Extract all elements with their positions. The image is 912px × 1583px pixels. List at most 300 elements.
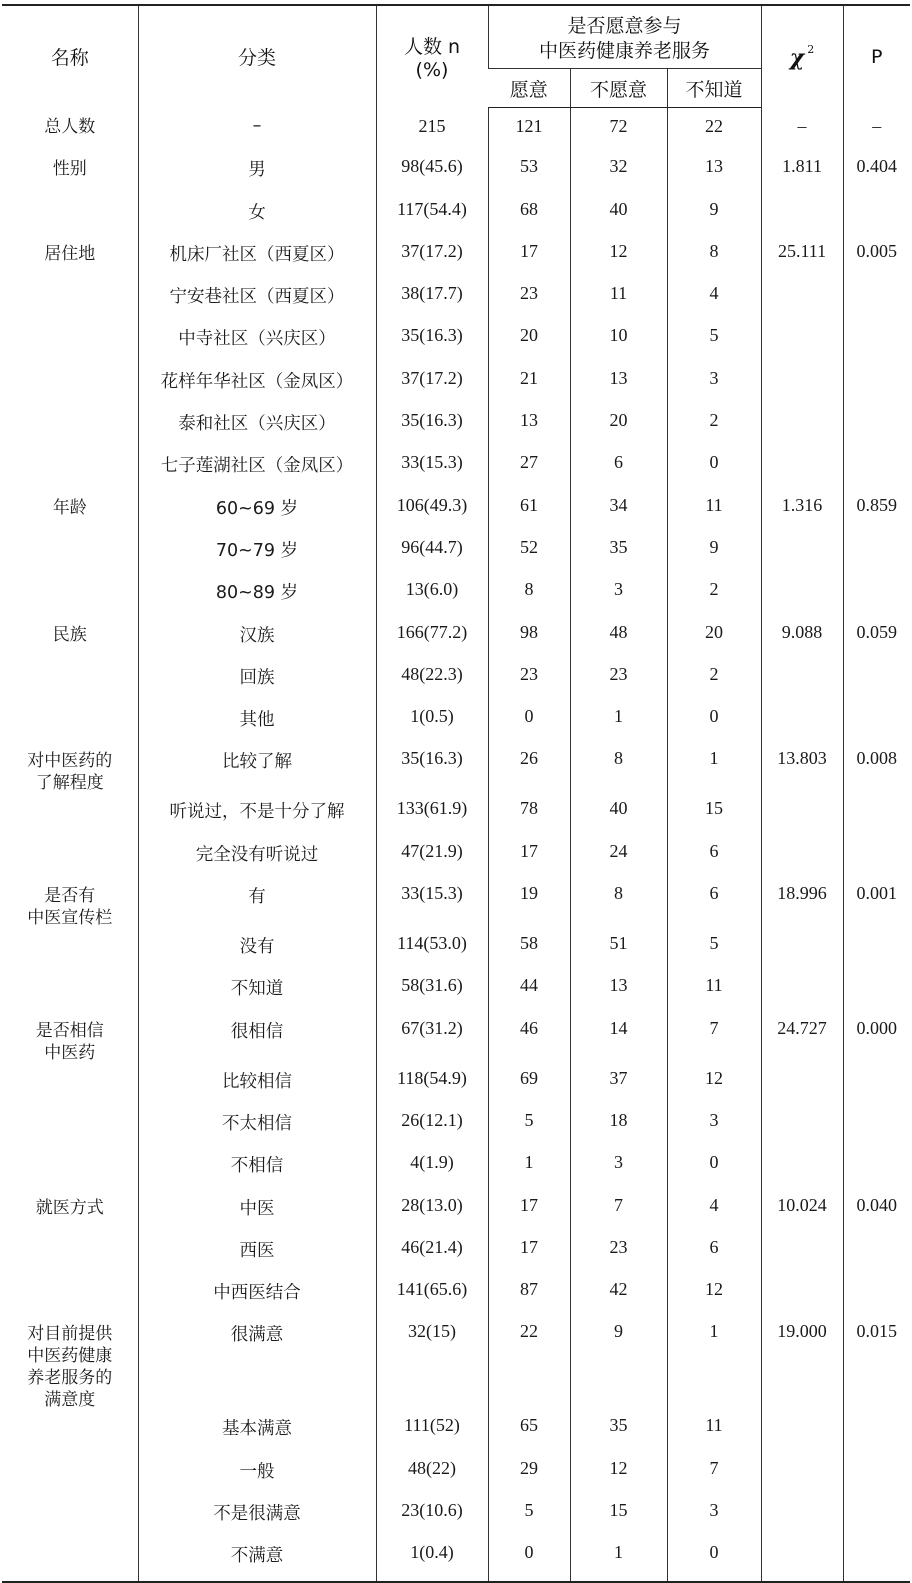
willing-dont-know-cell: 0 [667,702,761,744]
p-value-cell [843,794,910,836]
name-cell-line: 性别 [52,159,87,180]
table-row [2,195,910,237]
category-cell: 不知道 [138,971,376,1013]
name-cell [2,1411,138,1453]
willing-no-cell: 6 [570,448,667,490]
table-row [2,1233,910,1275]
category-cell: 没有 [138,929,376,971]
willing-dont-know-cell: 6 [667,879,761,929]
willing-yes-cell: 69 [488,1064,570,1106]
name-cell [2,971,138,1013]
name-cell [2,152,138,194]
willing-dont-know-cell: 2 [667,575,761,617]
p-value-cell [843,533,910,575]
chi-square-cell [761,1233,843,1275]
table-row [2,929,910,971]
name-cell [2,491,138,533]
willing-yes-cell: 53 [488,152,570,194]
category-cell: 很相信 [138,1014,376,1064]
category-cell: 不相信 [138,1148,376,1190]
willing-dont-know-cell: 20 [667,618,761,660]
p-value-cell: 0.040 [843,1191,910,1233]
count-cell: 48(22) [376,1454,488,1496]
count-cell: 96(44.7) [376,533,488,575]
p-value-cell [843,837,910,879]
name-cell-line: 就医方式 [35,1197,104,1218]
p-value-cell [843,364,910,406]
table-row [2,702,910,744]
name-cell-line: 对目前提供 [27,1324,113,1345]
willing-yes-cell: 61 [488,491,570,533]
willing-yes-cell: 17 [488,837,570,879]
willing-no-cell: 11 [570,279,667,321]
category-cell: 中西医结合 [138,1275,376,1317]
table-row [2,491,910,533]
chi-square-cell: 10.024 [761,1191,843,1233]
header-willing-no: 不愿意 [570,69,667,108]
p-value-cell [843,406,910,448]
p-value-cell: 0.005 [843,237,910,279]
chi-square-cell [761,1106,843,1148]
category-cell: 不满意 [138,1538,376,1581]
count-cell: 38(17.7) [376,279,488,321]
willing-dont-know-cell: 7 [667,1014,761,1064]
willing-no-cell: 12 [570,1454,667,1496]
category-cell: 一般 [138,1454,376,1496]
chi-square-cell: 1.811 [761,152,843,194]
willing-dont-know-cell: 11 [667,491,761,533]
chi-square-cell [761,1496,843,1538]
chi-square-cell [761,1148,843,1190]
willing-dont-know-cell: 15 [667,794,761,836]
table-row [2,321,910,363]
p-value-cell [843,660,910,702]
p-value-cell [843,279,910,321]
table-row [2,152,910,194]
willing-no-cell: 1 [570,702,667,744]
name-cell-line: 中医宣传栏 [27,908,113,929]
name-cell [2,660,138,702]
category-cell: 80~89 岁 [138,575,376,617]
chi-symbol: χ [789,44,805,71]
willing-no-cell: 72 [570,108,667,153]
table-row [2,1148,910,1190]
willing-dont-know-cell: 9 [667,533,761,575]
statistics-table [2,4,910,1583]
willing-no-cell: 3 [570,575,667,617]
category-cell: 完全没有听说过 [138,837,376,879]
name-cell [2,1275,138,1317]
name-cell [2,618,138,660]
table-header [2,5,910,108]
chi-square-cell [761,929,843,971]
willing-yes-cell: 17 [488,1191,570,1233]
table-body [2,108,910,1582]
p-value-cell [843,1064,910,1106]
header-willing-dont-know: 不知道 [667,69,761,108]
category-cell: 比较了解 [138,744,376,794]
willing-yes-cell: 26 [488,744,570,794]
p-value-cell: 0.000 [843,1014,910,1064]
willing-yes-cell: 23 [488,279,570,321]
willing-dont-know-cell: 3 [667,1496,761,1538]
chi-square-cell [761,702,843,744]
table-row [2,1275,910,1317]
p-value-cell [843,1496,910,1538]
willing-dont-know-cell: 3 [667,364,761,406]
willing-yes-cell: 23 [488,660,570,702]
table-row [2,1106,910,1148]
category-cell: 比较相信 [138,1064,376,1106]
table-row [2,1064,910,1106]
category-cell: 听说过，不是十分了解 [138,794,376,836]
table-row [2,533,910,575]
name-cell [2,195,138,237]
count-cell: 166(77.2) [376,618,488,660]
chi-square-cell [761,1411,843,1453]
count-cell: 1(0.5) [376,702,488,744]
willing-no-cell: 48 [570,618,667,660]
category-cell: 宁安巷社区（西夏区） [138,279,376,321]
name-cell-line: 是否有 [44,886,96,907]
category-cell: 汉族 [138,618,376,660]
chi-square-cell [761,448,843,490]
header-p-value: P [843,5,910,108]
name-cell-line: 了解程度 [35,773,104,794]
willing-yes-cell: 5 [488,1496,570,1538]
category-cell: 不是很满意 [138,1496,376,1538]
name-cell [2,448,138,490]
p-value-cell: 0.859 [843,491,910,533]
header-willing-line2: 中医药健康养老服务 [539,40,711,62]
willing-no-cell: 18 [570,1106,667,1148]
count-cell: 1(0.4) [376,1538,488,1581]
category-cell: 花样年华社区（金凤区） [138,364,376,406]
name-cell-line: 养老服务的 [27,1368,113,1389]
p-value-cell: 0.015 [843,1317,910,1411]
willing-yes-cell: 78 [488,794,570,836]
table-row [2,1014,910,1064]
p-value-cell [843,1233,910,1275]
willing-no-cell: 35 [570,533,667,575]
count-cell: 111(52) [376,1411,488,1453]
willing-dont-know-cell: 4 [667,279,761,321]
p-value-cell [843,448,910,490]
p-value-cell [843,575,910,617]
table-row [2,744,910,794]
header-count-line1: 人数 n [403,36,461,59]
chi-square-cell [761,1538,843,1581]
willing-no-cell: 9 [570,1317,667,1411]
willing-no-cell: 40 [570,195,667,237]
count-cell: 33(15.3) [376,448,488,490]
chi-square-cell: 25.111 [761,237,843,279]
category-cell: 中寺社区（兴庆区） [138,321,376,363]
name-cell [2,1538,138,1581]
willing-yes-cell: 65 [488,1411,570,1453]
count-cell: 118(54.9) [376,1064,488,1106]
name-cell [2,1454,138,1496]
willing-yes-cell: 5 [488,1106,570,1148]
count-cell: 46(21.4) [376,1233,488,1275]
name-cell [2,837,138,879]
chi-square-cell [761,660,843,702]
willing-no-cell: 24 [570,837,667,879]
willing-no-cell: 23 [570,1233,667,1275]
p-value-cell [843,321,910,363]
willing-yes-cell: 20 [488,321,570,363]
name-cell-line: 对中医药的 [27,751,113,772]
name-cell [2,1233,138,1275]
header-willing-group [488,5,761,69]
p-value-cell [843,195,910,237]
table-row [2,237,910,279]
count-cell: 35(16.3) [376,744,488,794]
count-cell: 28(13.0) [376,1191,488,1233]
table-row [2,1454,910,1496]
category-cell: 70~79 岁 [138,533,376,575]
willing-no-cell: 20 [570,406,667,448]
category-cell: 七子莲湖社区（金凤区） [138,448,376,490]
willing-dont-know-cell: 4 [667,1191,761,1233]
willing-dont-know-cell: 13 [667,152,761,194]
willing-yes-cell: 17 [488,237,570,279]
willing-no-cell: 12 [570,237,667,279]
name-cell [2,929,138,971]
table-row [2,279,910,321]
willing-dont-know-cell: 12 [667,1064,761,1106]
table-row [2,1191,910,1233]
chi-square-cell [761,364,843,406]
name-cell [2,1496,138,1538]
willing-dont-know-cell: 3 [667,1106,761,1148]
willing-no-cell: 13 [570,364,667,406]
name-cell [2,279,138,321]
willing-dont-know-cell: 1 [667,1317,761,1411]
willing-no-cell: 15 [570,1496,667,1538]
chi-square-cell [761,971,843,1013]
willing-yes-cell: 13 [488,406,570,448]
category-cell: 中医 [138,1191,376,1233]
willing-yes-cell: 0 [488,1538,570,1581]
chi-square-cell: – [761,108,843,153]
chi-square-cell [761,195,843,237]
willing-yes-cell: 121 [488,108,570,153]
willing-no-cell: 1 [570,1538,667,1581]
willing-no-cell: 32 [570,152,667,194]
willing-dont-know-cell: 8 [667,237,761,279]
willing-dont-know-cell: 2 [667,660,761,702]
count-cell: 141(65.6) [376,1275,488,1317]
willing-dont-know-cell: 12 [667,1275,761,1317]
willing-dont-know-cell: 2 [667,406,761,448]
willing-no-cell: 23 [570,660,667,702]
header-willing-line1: 是否愿意参与 [567,15,682,37]
header-name: 名称 [2,5,138,108]
name-cell [2,1014,138,1064]
name-cell [2,702,138,744]
name-cell [2,794,138,836]
name-cell-line: 是否相信 [35,1020,104,1041]
count-cell: 58(31.6) [376,971,488,1013]
willing-yes-cell: 21 [488,364,570,406]
count-cell: 23(10.6) [376,1496,488,1538]
willing-dont-know-cell: 5 [667,321,761,363]
category-cell: 女 [138,195,376,237]
count-cell: 106(49.3) [376,491,488,533]
willing-yes-cell: 22 [488,1317,570,1411]
category-cell: 其他 [138,702,376,744]
willing-yes-cell: 1 [488,1148,570,1190]
count-cell: 133(61.9) [376,794,488,836]
count-cell: 13(6.0) [376,575,488,617]
count-cell: 35(16.3) [376,321,488,363]
name-cell-line: 中医药 [44,1042,96,1063]
p-value-cell [843,1538,910,1581]
name-cell [2,1317,138,1411]
willing-yes-cell: 19 [488,879,570,929]
willing-no-cell: 42 [570,1275,667,1317]
name-cell-line: 年龄 [52,497,87,518]
count-cell: 47(21.9) [376,837,488,879]
table-row [2,971,910,1013]
name-cell [2,237,138,279]
table-row [2,1411,910,1453]
p-value-cell [843,1454,910,1496]
header-count-line2: (%) [415,59,449,82]
table-row [2,108,910,153]
chi-square-cell [761,279,843,321]
willing-yes-cell: 0 [488,702,570,744]
name-cell [2,321,138,363]
chi-square-cell: 18.996 [761,879,843,929]
chi-square-cell [761,321,843,363]
chi-square-cell: 19.000 [761,1317,843,1411]
category-cell: 有 [138,879,376,929]
count-cell: 35(16.3) [376,406,488,448]
header-willing-yes: 愿意 [488,69,570,108]
count-cell: 37(17.2) [376,237,488,279]
name-cell-line: 满意度 [44,1390,96,1411]
name-cell [2,575,138,617]
willing-dont-know-cell: 5 [667,929,761,971]
count-cell: 32(15) [376,1317,488,1411]
header-chi-square [761,5,843,108]
willing-dont-know-cell: 0 [667,1148,761,1190]
table-row [2,660,910,702]
category-cell: 回族 [138,660,376,702]
willing-dont-know-cell: 11 [667,1411,761,1453]
count-cell: 98(45.6) [376,152,488,194]
willing-no-cell: 40 [570,794,667,836]
category-cell: 男 [138,152,376,194]
name-cell [2,1106,138,1148]
willing-dont-know-cell: 22 [667,108,761,153]
p-value-cell [843,702,910,744]
table-row [2,879,910,929]
header-count [376,5,488,108]
table-row [2,406,910,448]
category-cell: 机床厂社区（西夏区） [138,237,376,279]
willing-no-cell: 37 [570,1064,667,1106]
table-row [2,364,910,406]
table-row [2,837,910,879]
count-cell: 26(12.1) [376,1106,488,1148]
chi-square-cell [761,533,843,575]
name-cell-line: 民族 [52,624,87,645]
willing-dont-know-cell: 11 [667,971,761,1013]
willing-yes-cell: 27 [488,448,570,490]
table-row [2,575,910,617]
table-row [2,1317,910,1411]
willing-yes-cell: 52 [488,533,570,575]
name-cell-line: 居住地 [44,243,96,264]
p-value-cell: 0.001 [843,879,910,929]
chi-square-cell [761,1454,843,1496]
category-cell: 不太相信 [138,1106,376,1148]
name-cell-line: 中医药健康 [27,1346,113,1367]
category-cell: 60~69 岁 [138,491,376,533]
name-cell [2,108,138,153]
table-row [2,1496,910,1538]
willing-yes-cell: 44 [488,971,570,1013]
willing-dont-know-cell: 0 [667,1538,761,1581]
category-cell: 泰和社区（兴庆区） [138,406,376,448]
category-cell: 基本满意 [138,1411,376,1453]
count-cell: 117(54.4) [376,195,488,237]
willing-no-cell: 13 [570,971,667,1013]
willing-yes-cell: 68 [488,195,570,237]
category-cell: 西医 [138,1233,376,1275]
willing-yes-cell: 17 [488,1233,570,1275]
willing-dont-know-cell: 9 [667,195,761,237]
header-category: 分类 [138,5,376,108]
p-value-cell [843,1275,910,1317]
willing-no-cell: 35 [570,1411,667,1453]
willing-yes-cell: 98 [488,618,570,660]
willing-no-cell: 7 [570,1191,667,1233]
count-cell: 114(53.0) [376,929,488,971]
willing-dont-know-cell: 0 [667,448,761,490]
willing-no-cell: 51 [570,929,667,971]
chi-square-cell: 1.316 [761,491,843,533]
name-cell [2,406,138,448]
chi-square-cell [761,1275,843,1317]
chi-square-cell: 9.088 [761,618,843,660]
willing-yes-cell: 8 [488,575,570,617]
name-cell [2,1148,138,1190]
p-value-cell: 0.059 [843,618,910,660]
p-value-cell: 0.008 [843,744,910,794]
p-value-cell [843,1106,910,1148]
chi-square-cell [761,406,843,448]
willing-dont-know-cell: 7 [667,1454,761,1496]
willing-dont-know-cell: 6 [667,837,761,879]
category-cell: 很满意 [138,1317,376,1411]
count-cell: 33(15.3) [376,879,488,929]
willing-yes-cell: 29 [488,1454,570,1496]
chi-square-cell [761,1064,843,1106]
chi-square-cell: 24.727 [761,1014,843,1064]
name-cell [2,744,138,794]
chi-square-cell [761,794,843,836]
willing-dont-know-cell: 6 [667,1233,761,1275]
willing-no-cell: 34 [570,491,667,533]
p-value-cell [843,929,910,971]
count-cell: 37(17.2) [376,364,488,406]
chi-square-cell: 13.803 [761,744,843,794]
willing-no-cell: 8 [570,744,667,794]
